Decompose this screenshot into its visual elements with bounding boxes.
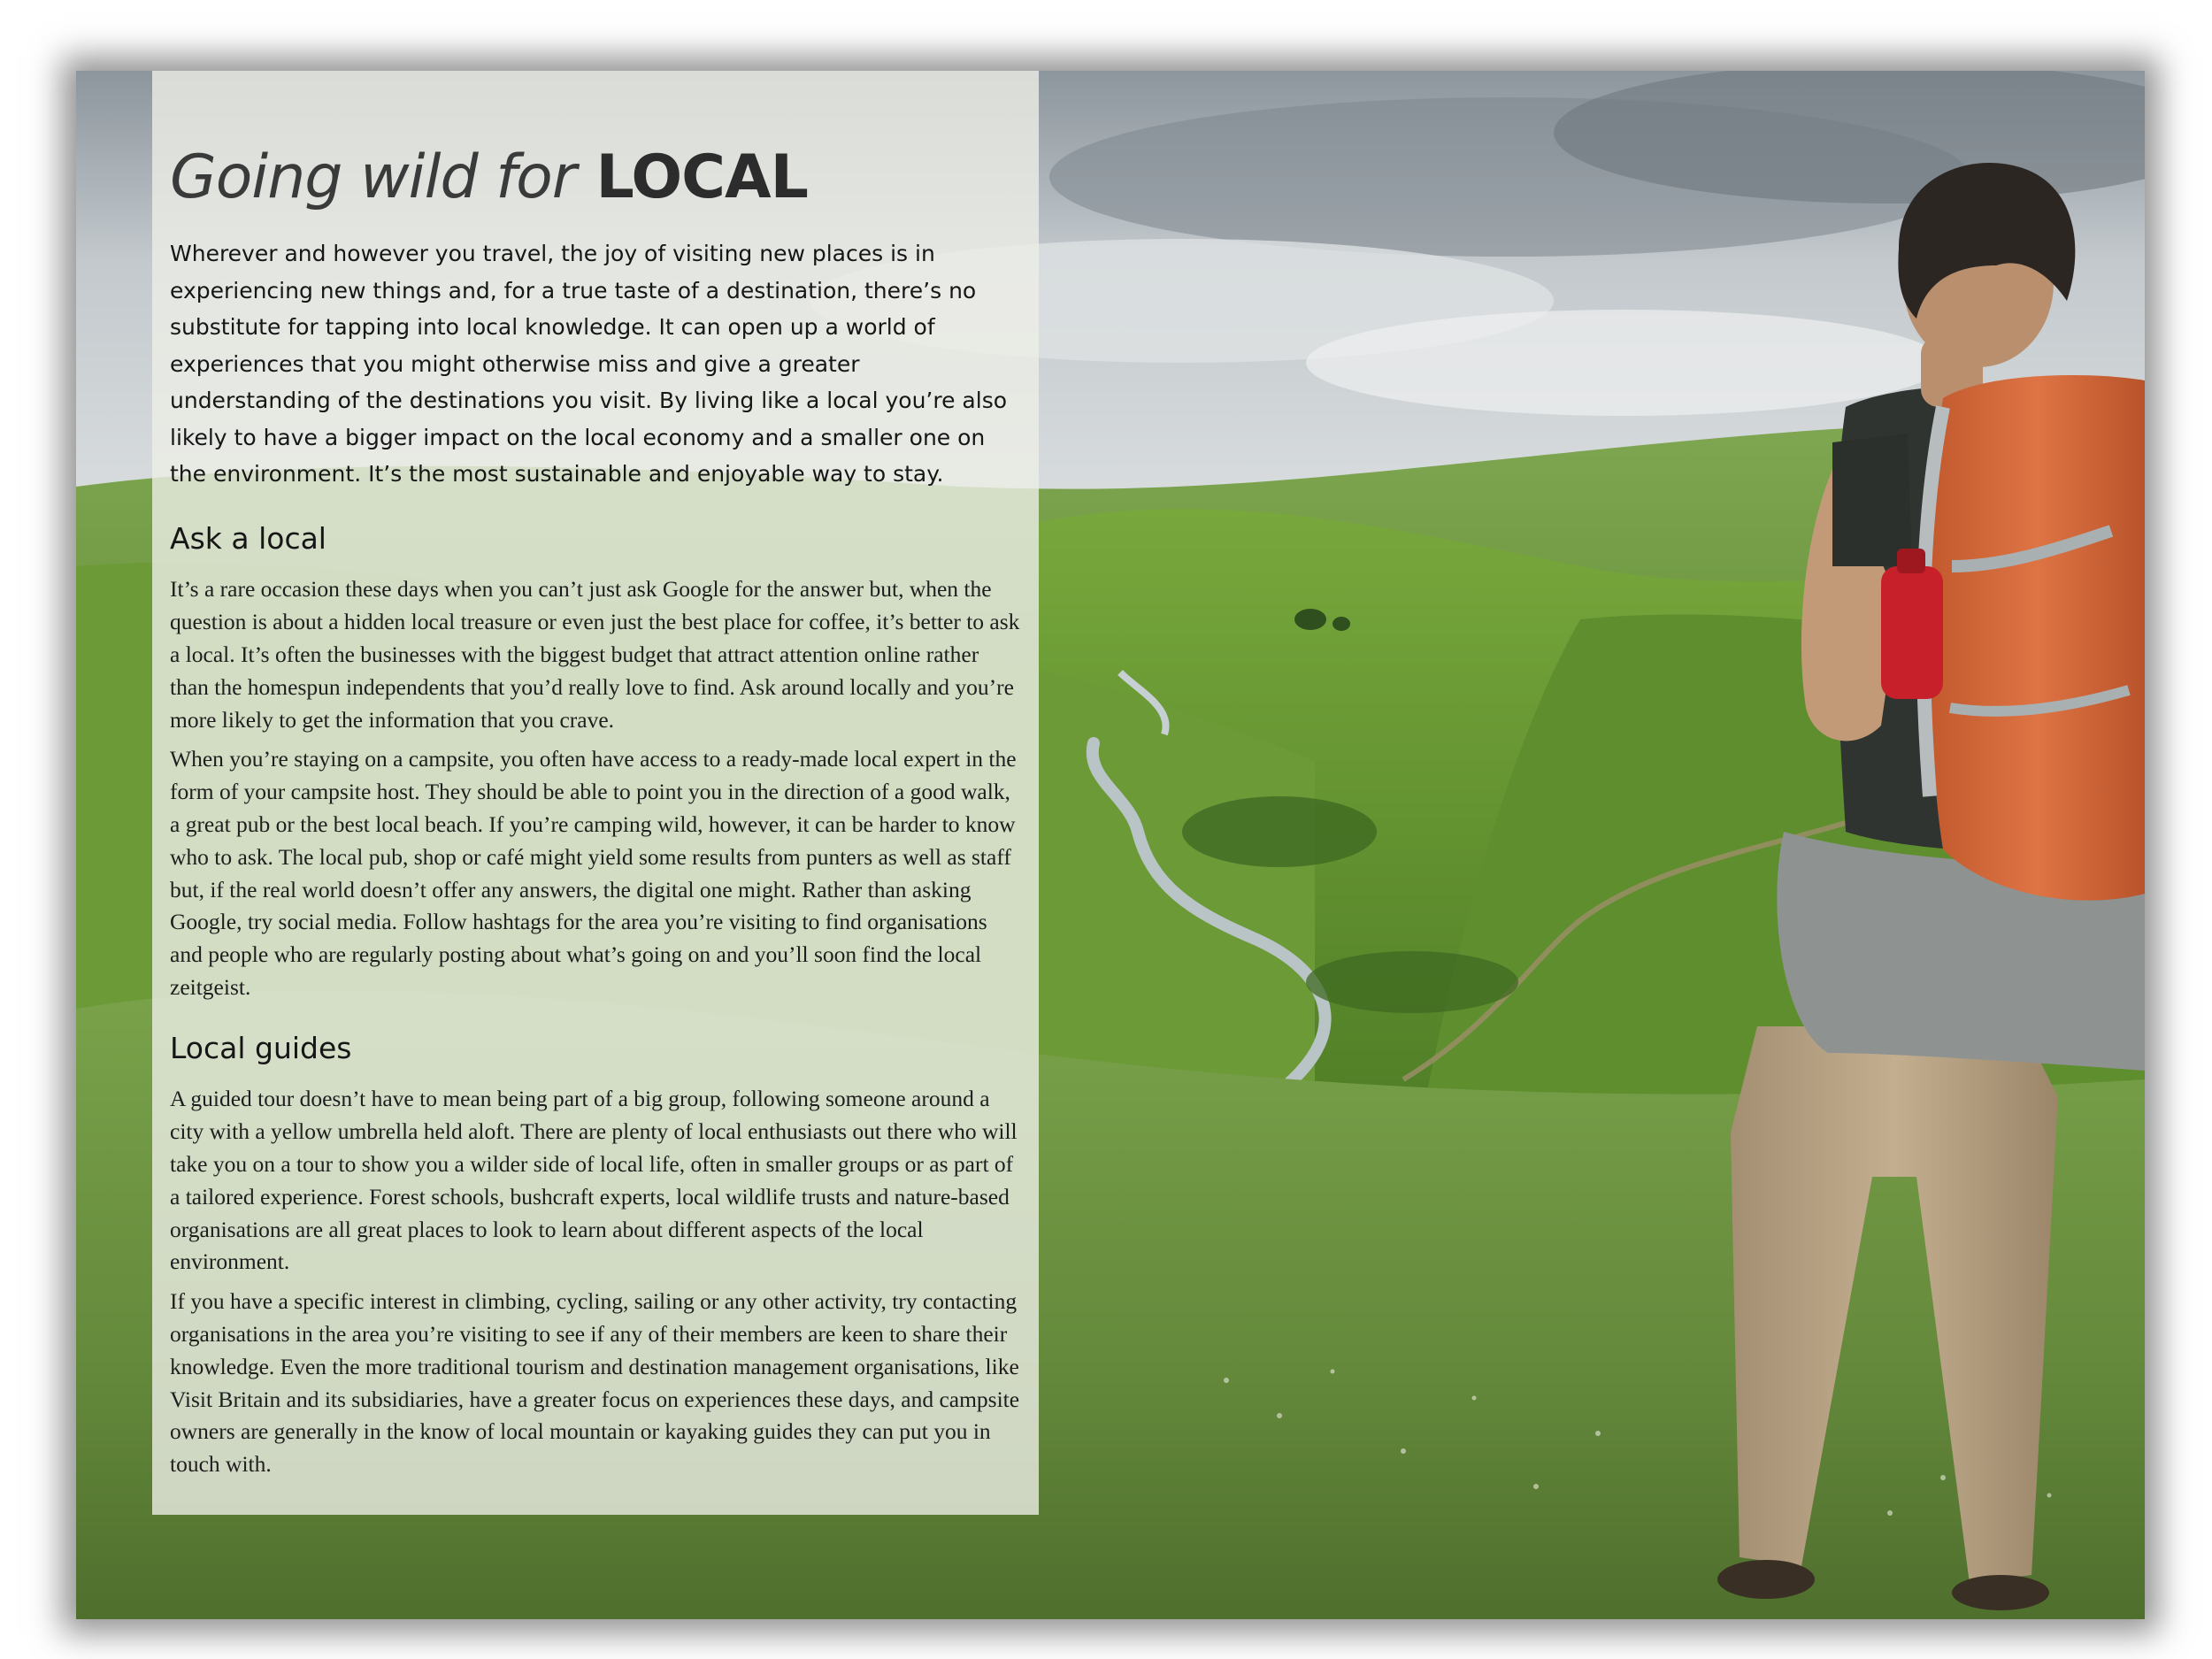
body-paragraph: It’s a rare occasion these days when you can’t just ask Google for the answer but, when the question is about a hidden local treasure or even just the best place for coffee, it’s better to ask a local. It’s often the businesses with the biggest budget that attract attention online rather than the homespun independents that you’d really love to find. Ask around locally and you’re more likely to get the information that you crave. xyxy=(170,576,1020,733)
magazine-spread xyxy=(76,71,2145,1619)
body-paragraph: If you have a specific interest in climbing, cycling, sailing or any other activity, try contacting organisations in the area you’re visiting to see if any of their members are keen to share their knowledge. Even the more traditional tourism and destination management organisations, like Visit Britain and its subsidiaries, have a greater focus on experiences these days, and campsite owners are generally in the know of local mountain or kayaking guides they can put you in touch with. xyxy=(170,1288,1020,1478)
article-title xyxy=(170,142,1021,212)
intro-paragraph: Wherever and however you travel, the joy of visiting new places is in experiencing new things and, for a true taste of a destination, there’s no substitute for tapping into local knowledge. It can open up a world of experiences that you might otherwise miss and give a greater understanding of the destinations you visit. By living like a local you’re also likely to have a bigger impact on the local economy and a smaller one on the environment. It’s the most sustainable and enjoyable way to stay. xyxy=(170,241,1008,488)
body-paragraph: When you’re staying on a campsite, you often have access to a ready-made local expert in the form of your campsite host. They should be able to point you in the direction of a good walk, a great pub or the best local beach. If you’re camping wild, however, it can be harder to know who to ask. The local pub, shop or café might yield some results from punters as well as staff but, if the real world doesn’t offer any answers, the digital one might. Rather than asking Google, try social media. Follow hashtags for the area you’re visiting to find organisations and people who are regularly posting about what’s going on and you’ll soon find the local zeitgeist. xyxy=(170,746,1017,1001)
section-heading-ask-a-local: Ask a local xyxy=(170,520,326,556)
body-paragraph: A guided tour doesn’t have to mean being part of a big group, following someone around a city with a yellow umbrella held aloft. There are plenty of local enthusiasts out there who will take you on a tour to show you a wilder side of local life, often in smaller groups or as part of a tailored experience. Forest schools, bushcraft experts, local wildlife trusts and nature-based organisations are all great places to look to learn about different aspects of the local environment. xyxy=(170,1086,1018,1275)
section-heading-local-guides: Local guides xyxy=(170,1030,352,1065)
title-light: Going wild for xyxy=(170,142,576,212)
title-bold: LOCAL xyxy=(595,142,809,212)
article-text-panel xyxy=(152,71,1039,1515)
